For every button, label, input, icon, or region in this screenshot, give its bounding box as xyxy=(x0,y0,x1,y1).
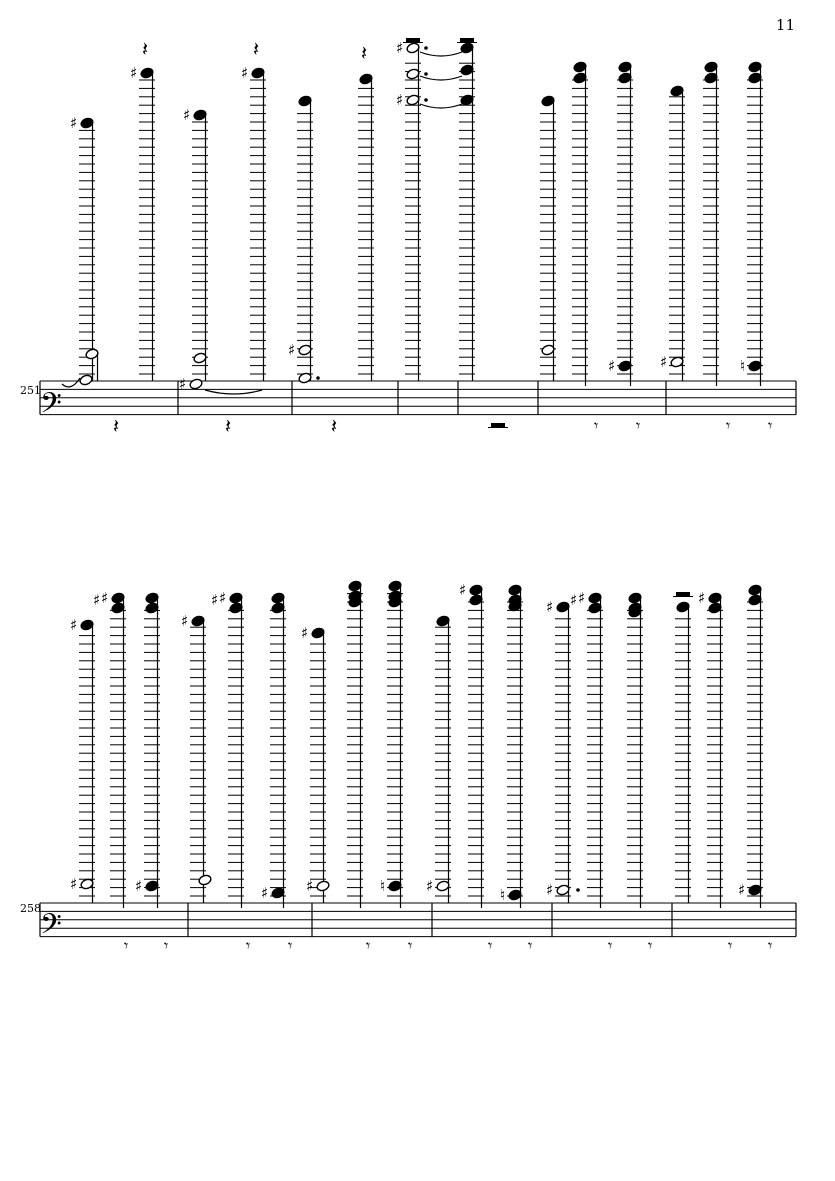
eighth-rest-icon: 𝄾 xyxy=(608,936,613,955)
augmentation-dot xyxy=(316,376,320,380)
eighth-rest-icon: 𝄾 xyxy=(728,936,733,955)
sharp-icon: ♯ xyxy=(396,39,404,57)
tie xyxy=(62,378,80,387)
sharp-icon: ♯ xyxy=(578,589,586,607)
bass-clef-icon: 𝄢 xyxy=(40,908,62,948)
tie xyxy=(205,390,262,394)
natural-icon: ♮ xyxy=(380,877,386,895)
quarter-rest-icon: 𝄽 xyxy=(331,414,338,438)
eighth-rest-icon: 𝄾 xyxy=(246,936,251,955)
sharp-icon: ♯ xyxy=(261,884,269,902)
sharp-icon: ♯ xyxy=(135,877,143,895)
sharp-icon: ♯ xyxy=(288,341,296,359)
eighth-rest-icon: 𝄾 xyxy=(636,416,641,435)
sharp-icon: ♯ xyxy=(306,877,314,895)
augmentation-dot xyxy=(424,72,428,76)
sharp-icon: ♯ xyxy=(70,114,78,132)
sharp-icon: ♯ xyxy=(608,357,616,375)
sharp-icon: ♯ xyxy=(459,581,467,599)
half-rest-icon xyxy=(491,423,505,428)
measure-number: 251 xyxy=(20,384,41,397)
eighth-rest-icon: 𝄾 xyxy=(366,936,371,955)
eighth-rest-icon: 𝄾 xyxy=(488,936,493,955)
eighth-rest-icon: 𝄾 xyxy=(408,936,413,955)
sharp-icon: ♯ xyxy=(70,875,78,893)
half-rest-icon xyxy=(406,38,420,43)
sharp-icon: ♯ xyxy=(179,375,187,393)
bass-clef-icon: 𝄢 xyxy=(40,387,62,427)
sharp-icon: ♯ xyxy=(698,589,706,607)
sharp-icon: ♯ xyxy=(241,64,249,82)
sharp-icon: ♯ xyxy=(301,624,309,642)
notehead xyxy=(316,880,330,892)
half-rest-icon xyxy=(676,592,690,597)
sharp-icon: ♯ xyxy=(546,881,554,899)
eighth-rest-icon: 𝄾 xyxy=(648,936,653,955)
sharp-icon: ♯ xyxy=(181,612,189,630)
eighth-rest-icon: 𝄾 xyxy=(726,416,731,435)
eighth-rest-icon: 𝄾 xyxy=(768,936,773,955)
notehead xyxy=(79,374,93,386)
system-1 xyxy=(20,37,796,438)
quarter-rest-icon: 𝄽 xyxy=(225,414,232,438)
sharp-icon: ♯ xyxy=(570,591,578,609)
augmentation-dot xyxy=(424,98,428,102)
notehead xyxy=(189,378,203,390)
sharp-icon: ♯ xyxy=(93,591,101,609)
natural-icon: ♮ xyxy=(740,357,746,375)
natural-icon: ♮ xyxy=(500,886,506,904)
sharp-icon: ♯ xyxy=(738,881,746,899)
sharp-icon: ♯ xyxy=(426,877,434,895)
eighth-rest-icon: 𝄾 xyxy=(124,936,129,955)
sharp-icon: ♯ xyxy=(660,353,668,371)
page-number: 11 xyxy=(775,16,795,34)
quarter-rest-icon: 𝄽 xyxy=(113,414,120,438)
quarter-rest-icon: 𝄽 xyxy=(142,37,149,61)
sharp-icon: ♯ xyxy=(70,616,78,634)
eighth-rest-icon: 𝄾 xyxy=(768,416,773,435)
tie xyxy=(420,76,462,80)
sharp-icon: ♯ xyxy=(396,91,404,109)
sharp-icon: ♯ xyxy=(101,589,109,607)
sharp-icon: ♯ xyxy=(211,591,219,609)
eighth-rest-icon: 𝄾 xyxy=(288,936,293,955)
sharp-icon: ♯ xyxy=(130,64,138,82)
sharp-icon: ♯ xyxy=(183,106,191,124)
augmentation-dot xyxy=(424,46,428,50)
tie xyxy=(420,104,462,108)
notehead xyxy=(198,874,212,886)
measure-number: 258 xyxy=(20,902,41,915)
augmentation-dot xyxy=(576,888,580,892)
eighth-rest-icon: 𝄾 xyxy=(164,936,169,955)
eighth-rest-icon: 𝄾 xyxy=(528,936,533,955)
half-rest-icon xyxy=(460,38,474,43)
tie xyxy=(420,52,462,56)
sharp-icon: ♯ xyxy=(219,589,227,607)
system-2 xyxy=(20,580,796,955)
quarter-rest-icon: 𝄽 xyxy=(253,37,260,61)
quarter-rest-icon: 𝄽 xyxy=(361,41,368,65)
sharp-icon: ♯ xyxy=(546,598,554,616)
eighth-rest-icon: 𝄾 xyxy=(594,416,599,435)
